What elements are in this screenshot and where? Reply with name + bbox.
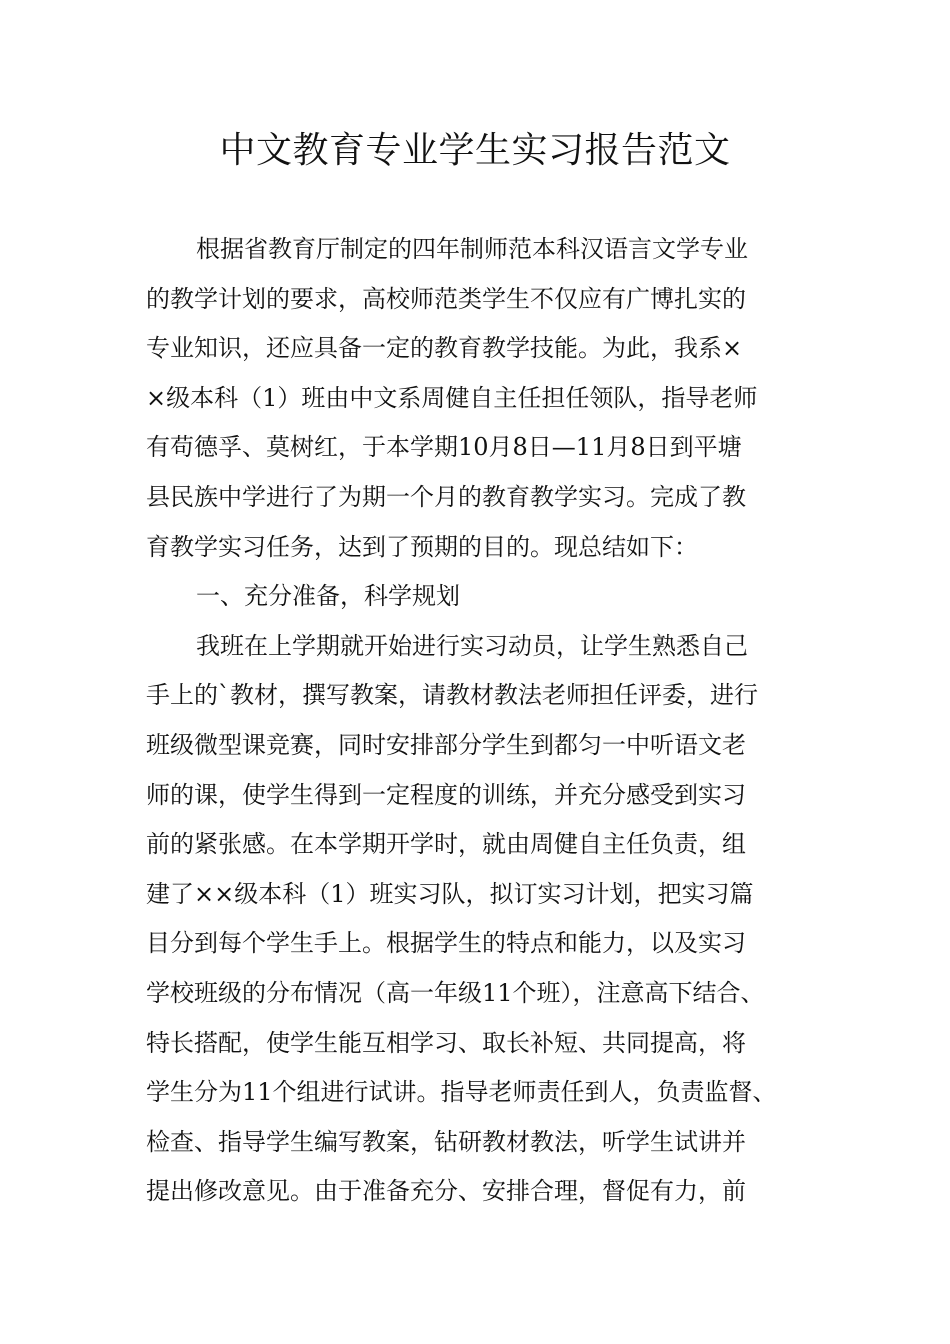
document-title: 中文教育专业学生实习报告范文	[219, 130, 731, 171]
paragraph-line: 检查、指导学生编写教案，钻研教材教法，听学生试讲并	[146, 1127, 746, 1156]
paragraph-line: 建了××级本科（1）班实习队，拟订实习计划，把实习篇	[146, 879, 754, 908]
paragraph-line: 学校班级的分布情况（高一年级11个班），注意高下结合、	[146, 978, 765, 1007]
paragraph-line: 育教学实习任务，达到了预期的目的。现总结如下：	[146, 532, 698, 561]
paragraph-line: 学生分为11个组进行试讲。指导老师责任到人，负责监督、	[146, 1078, 777, 1107]
paragraph-line: 手上的`教材，撰写教案，请教材教法老师担任评委，进行	[146, 681, 758, 710]
paragraph-line: 师的课，使学生得到一定程度的训练，并充分感受到实习	[146, 780, 746, 809]
paragraph-line: 专业知识，还应具备一定的教育教学技能。为此，我系×	[146, 334, 743, 363]
paragraph-line: 提出修改意见。由于准备充分、安排合理，督促有力，前	[146, 1177, 746, 1206]
section-heading: 一、充分准备，科学规划	[196, 582, 460, 611]
paragraph-line: 县民族中学进行了为期一个月的教育教学实习。完成了教	[146, 482, 746, 511]
document-body	[146, 225, 810, 1217]
paragraph-line: 有苟德孚、莫树红，于本学期10月8日—11月8日到平塘	[146, 433, 742, 462]
paragraph-line: 班级微型课竞赛，同时安排部分学生到都匀一中听语文老	[146, 730, 746, 759]
paragraph-line: 我班在上学期就开始进行实习动员，让学生熟悉自己	[196, 631, 748, 660]
paragraph-line: ×级本科（1）班由中文系周健自主任担任领队，指导老师	[146, 383, 758, 412]
paragraph-line: 根据省教育厅制定的四年制师范本科汉语言文学专业	[196, 235, 748, 263]
paragraph-line: 特长搭配，使学生能互相学习、取长补短、共同提高，将	[146, 1028, 746, 1057]
paragraph-line: 目分到每个学生手上。根据学生的特点和能力，以及实习	[146, 929, 746, 958]
paragraph-line: 前的紧张感。在本学期开学时，就由周健自主任负责，组	[146, 830, 746, 859]
paragraph-line: 的教学计划的要求，高校师范类学生不仅应有广博扎实的	[146, 284, 746, 313]
